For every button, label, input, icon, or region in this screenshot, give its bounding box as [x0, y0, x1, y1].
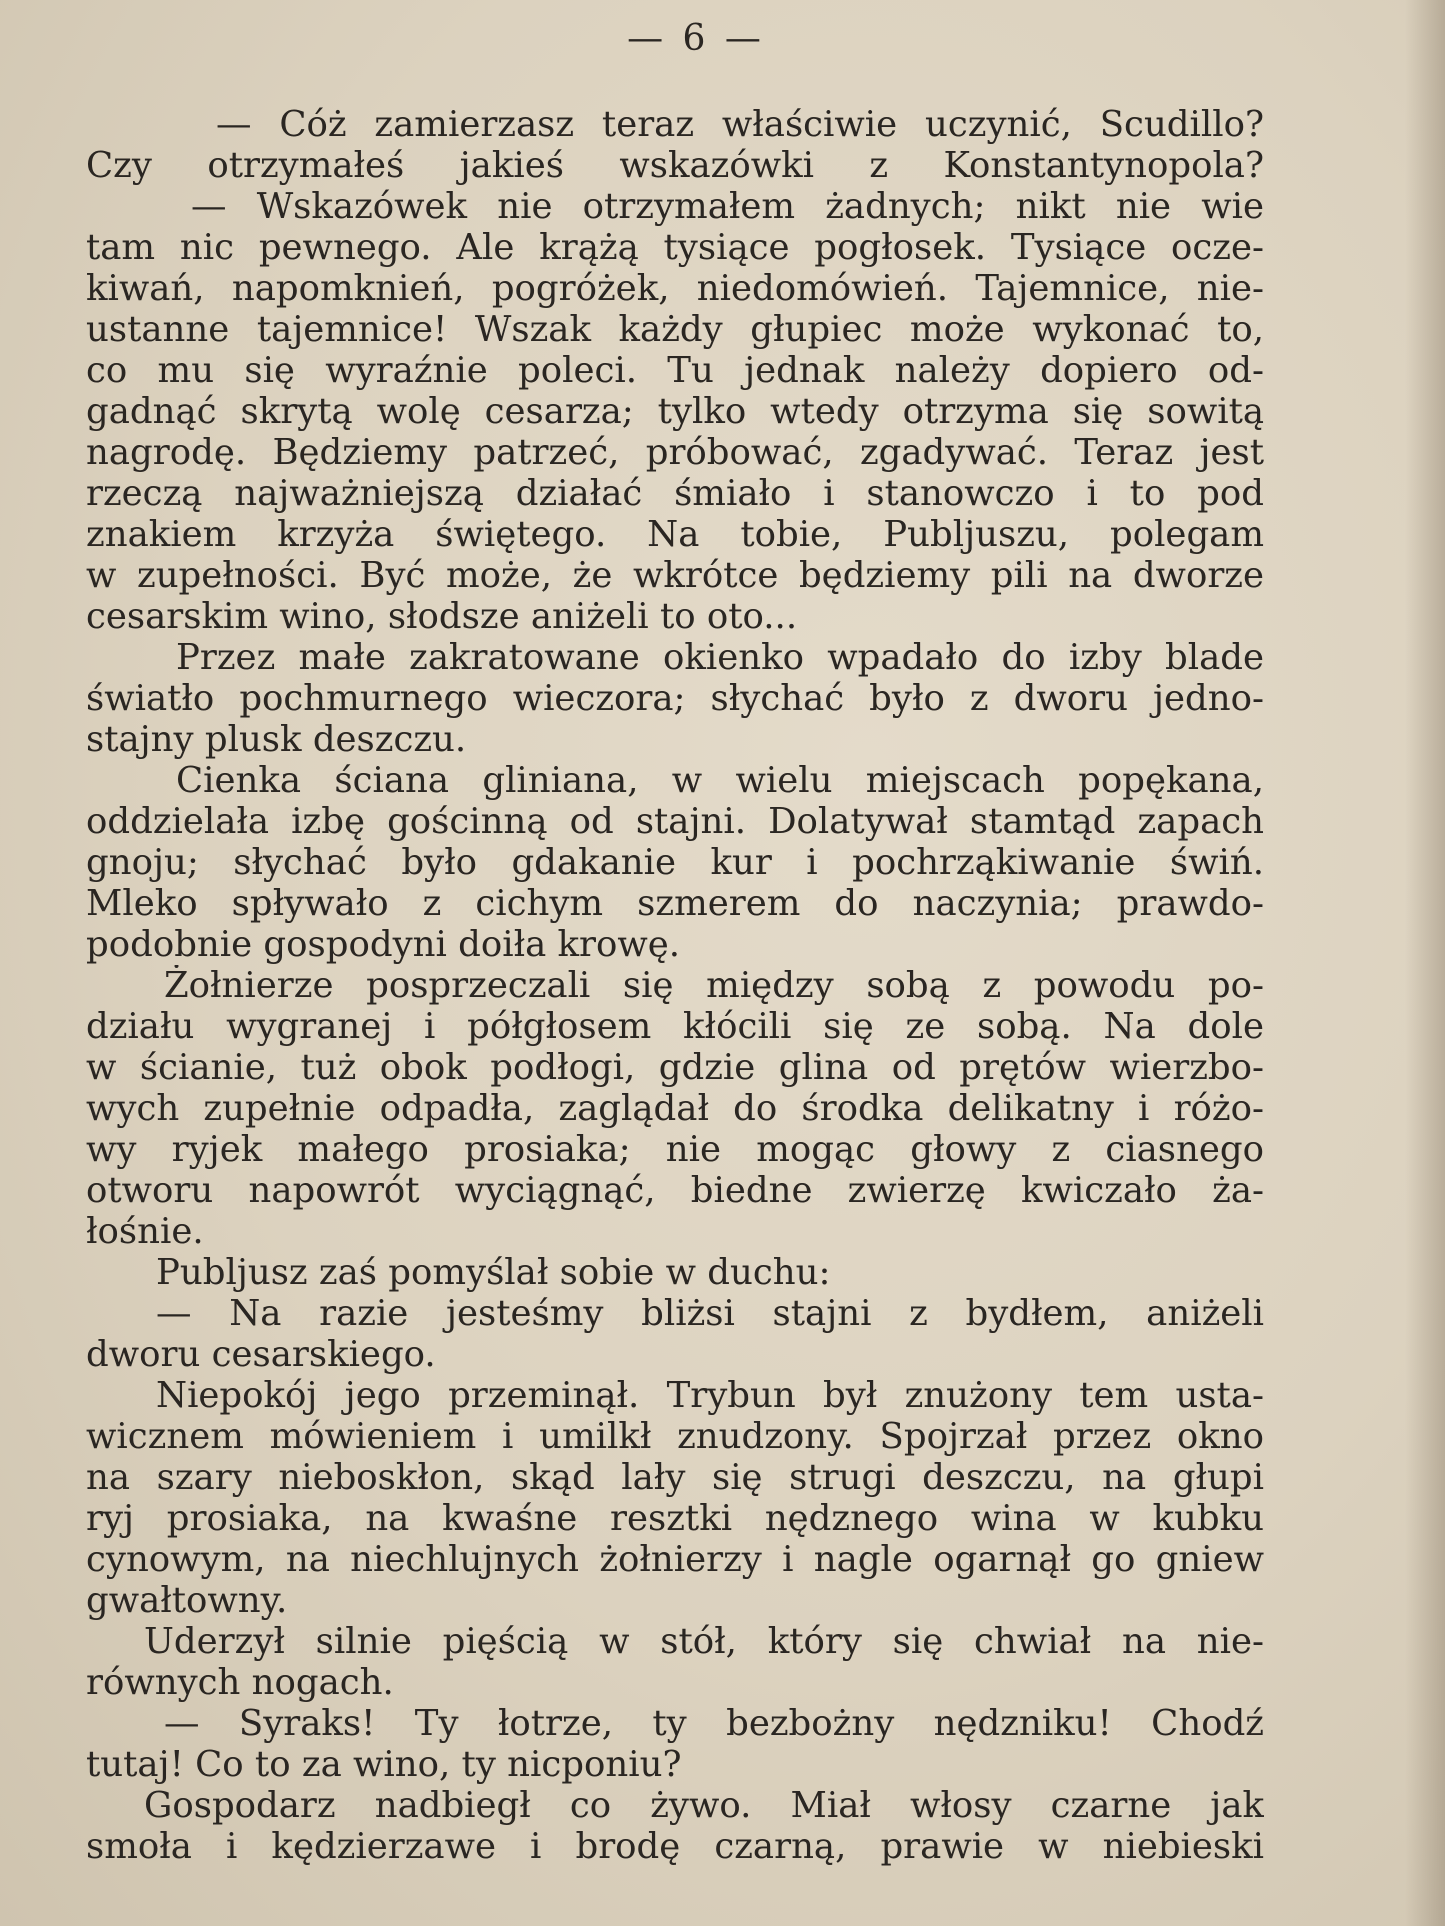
text-line: w ścianie, tuż obok podłogi, gdzie glina od prętów wierzbo-: [86, 1047, 1264, 1088]
text-line: Gospodarz nadbiegł co żywo. Miał włosy czarne jak: [144, 1785, 1264, 1826]
text-line: Czy otrzymałeś jakieś wskazówki z Konstantynopola?: [86, 145, 1264, 186]
text-line: dworu cesarskiego.: [86, 1334, 436, 1375]
text-line: na szary nieboskłon, skąd lały się strugi deszczu, na głupi: [86, 1457, 1264, 1498]
text-line: wych zupełnie odpadła, zaglądał do środka delikatny i różo-: [86, 1088, 1264, 1129]
text-line: Przez małe zakratowane okienko wpadało do izby blade: [176, 637, 1264, 678]
text-line: tutaj! Co to za wino, ty nicponiu?: [86, 1744, 682, 1785]
page-number: — 6 —: [627, 18, 765, 59]
text-line: co mu się wyraźnie poleci. Tu jednak należy dopiero od-: [86, 350, 1264, 391]
text-line: Żołnierze posprzeczali się między sobą z powodu po-: [164, 965, 1264, 1006]
text-line: oddzielała izbę gościnną od stajni. Dolatywał stamtąd zapach: [86, 801, 1264, 842]
body-text: [86, 104, 1264, 1867]
text-line: Cienka ściana gliniana, w wielu miejscach popękana,: [176, 760, 1264, 801]
text-line: Uderzył silnie pięścią w stół, który się chwiał na nie-: [144, 1621, 1264, 1662]
text-line: — Cóż zamierzasz teraz właściwie uczynić, Scudillo?: [216, 104, 1264, 145]
text-line: otworu napowrót wyciągnąć, biedne zwierzę kwiczało ża-: [86, 1170, 1264, 1211]
text-line: gwałtowny.: [86, 1580, 288, 1621]
text-line: ustanne tajemnice! Wszak każdy głupiec może wykonać to,: [86, 309, 1264, 350]
text-line: Niepokój jego przeminął. Trybun był znużony tem usta-: [156, 1375, 1264, 1416]
text-line: cesarskim wino, słodsze aniżeli to oto...: [86, 596, 798, 637]
text-line: gadnąć skrytą wolę cesarza; tylko wtedy otrzyma się sowitą: [86, 391, 1264, 432]
text-line: rzeczą najważniejszą działać śmiało i stanowczo i to pod: [86, 473, 1264, 514]
page-edge-shadow: [1405, 0, 1445, 1926]
text-line: smoła i kędzierzawe i brodę czarną, prawie w niebieski: [86, 1826, 1264, 1867]
text-line: nagrodę. Będziemy patrzeć, próbować, zgadywać. Teraz jest: [86, 432, 1264, 473]
text-line: stajny plusk deszczu.: [86, 719, 467, 760]
text-line: znakiem krzyża świętego. Na tobie, Publjuszu, polegam: [86, 514, 1264, 555]
text-line: ryj prosiaka, na kwaśne resztki nędznego wina w kubku: [86, 1498, 1264, 1539]
text-line: Mleko spływało z cichym szmerem do naczynia; prawdo-: [86, 883, 1264, 924]
text-line: w zupełności. Być może, że wkrótce będziemy pili na dworze: [86, 555, 1264, 596]
text-line: gnoju; słychać było gdakanie kur i pochrząkiwanie świń.: [86, 842, 1264, 883]
text-line: kiwań, napomknień, pogróżek, niedomówień. Tajemnice, nie-: [86, 268, 1264, 309]
text-line: Publjusz zaś pomyślał sobie w duchu:: [156, 1252, 831, 1293]
text-line: podobnie gospodyni doiła krowę.: [86, 924, 681, 965]
text-line: tam nic pewnego. Ale krążą tysiące pogłosek. Tysiące ocze-: [86, 227, 1264, 268]
text-line: łośnie.: [86, 1211, 204, 1252]
text-line: cynowym, na niechlujnych żołnierzy i nagle ogarnął go gniew: [86, 1539, 1264, 1580]
text-line: działu wygranej i półgłosem kłócili się ze sobą. Na dole: [86, 1006, 1264, 1047]
text-line: wy ryjek małego prosiaka; nie mogąc głowy z ciasnego: [86, 1129, 1264, 1170]
text-line: światło pochmurnego wieczora; słychać było z dworu jedno-: [86, 678, 1264, 719]
text-line: — Syraks! Ty łotrze, ty bezbożny nędzniku! Chodź: [164, 1703, 1264, 1744]
text-line: — Wskazówek nie otrzymałem żadnych; nikt nie wie: [191, 186, 1264, 227]
text-line: wicznem mówieniem i umilkł znudzony. Spojrzał przez okno: [86, 1416, 1264, 1457]
text-line: równych nogach.: [86, 1662, 394, 1703]
text-line: — Na razie jesteśmy bliżsi stajni z bydłem, aniżeli: [156, 1293, 1264, 1334]
